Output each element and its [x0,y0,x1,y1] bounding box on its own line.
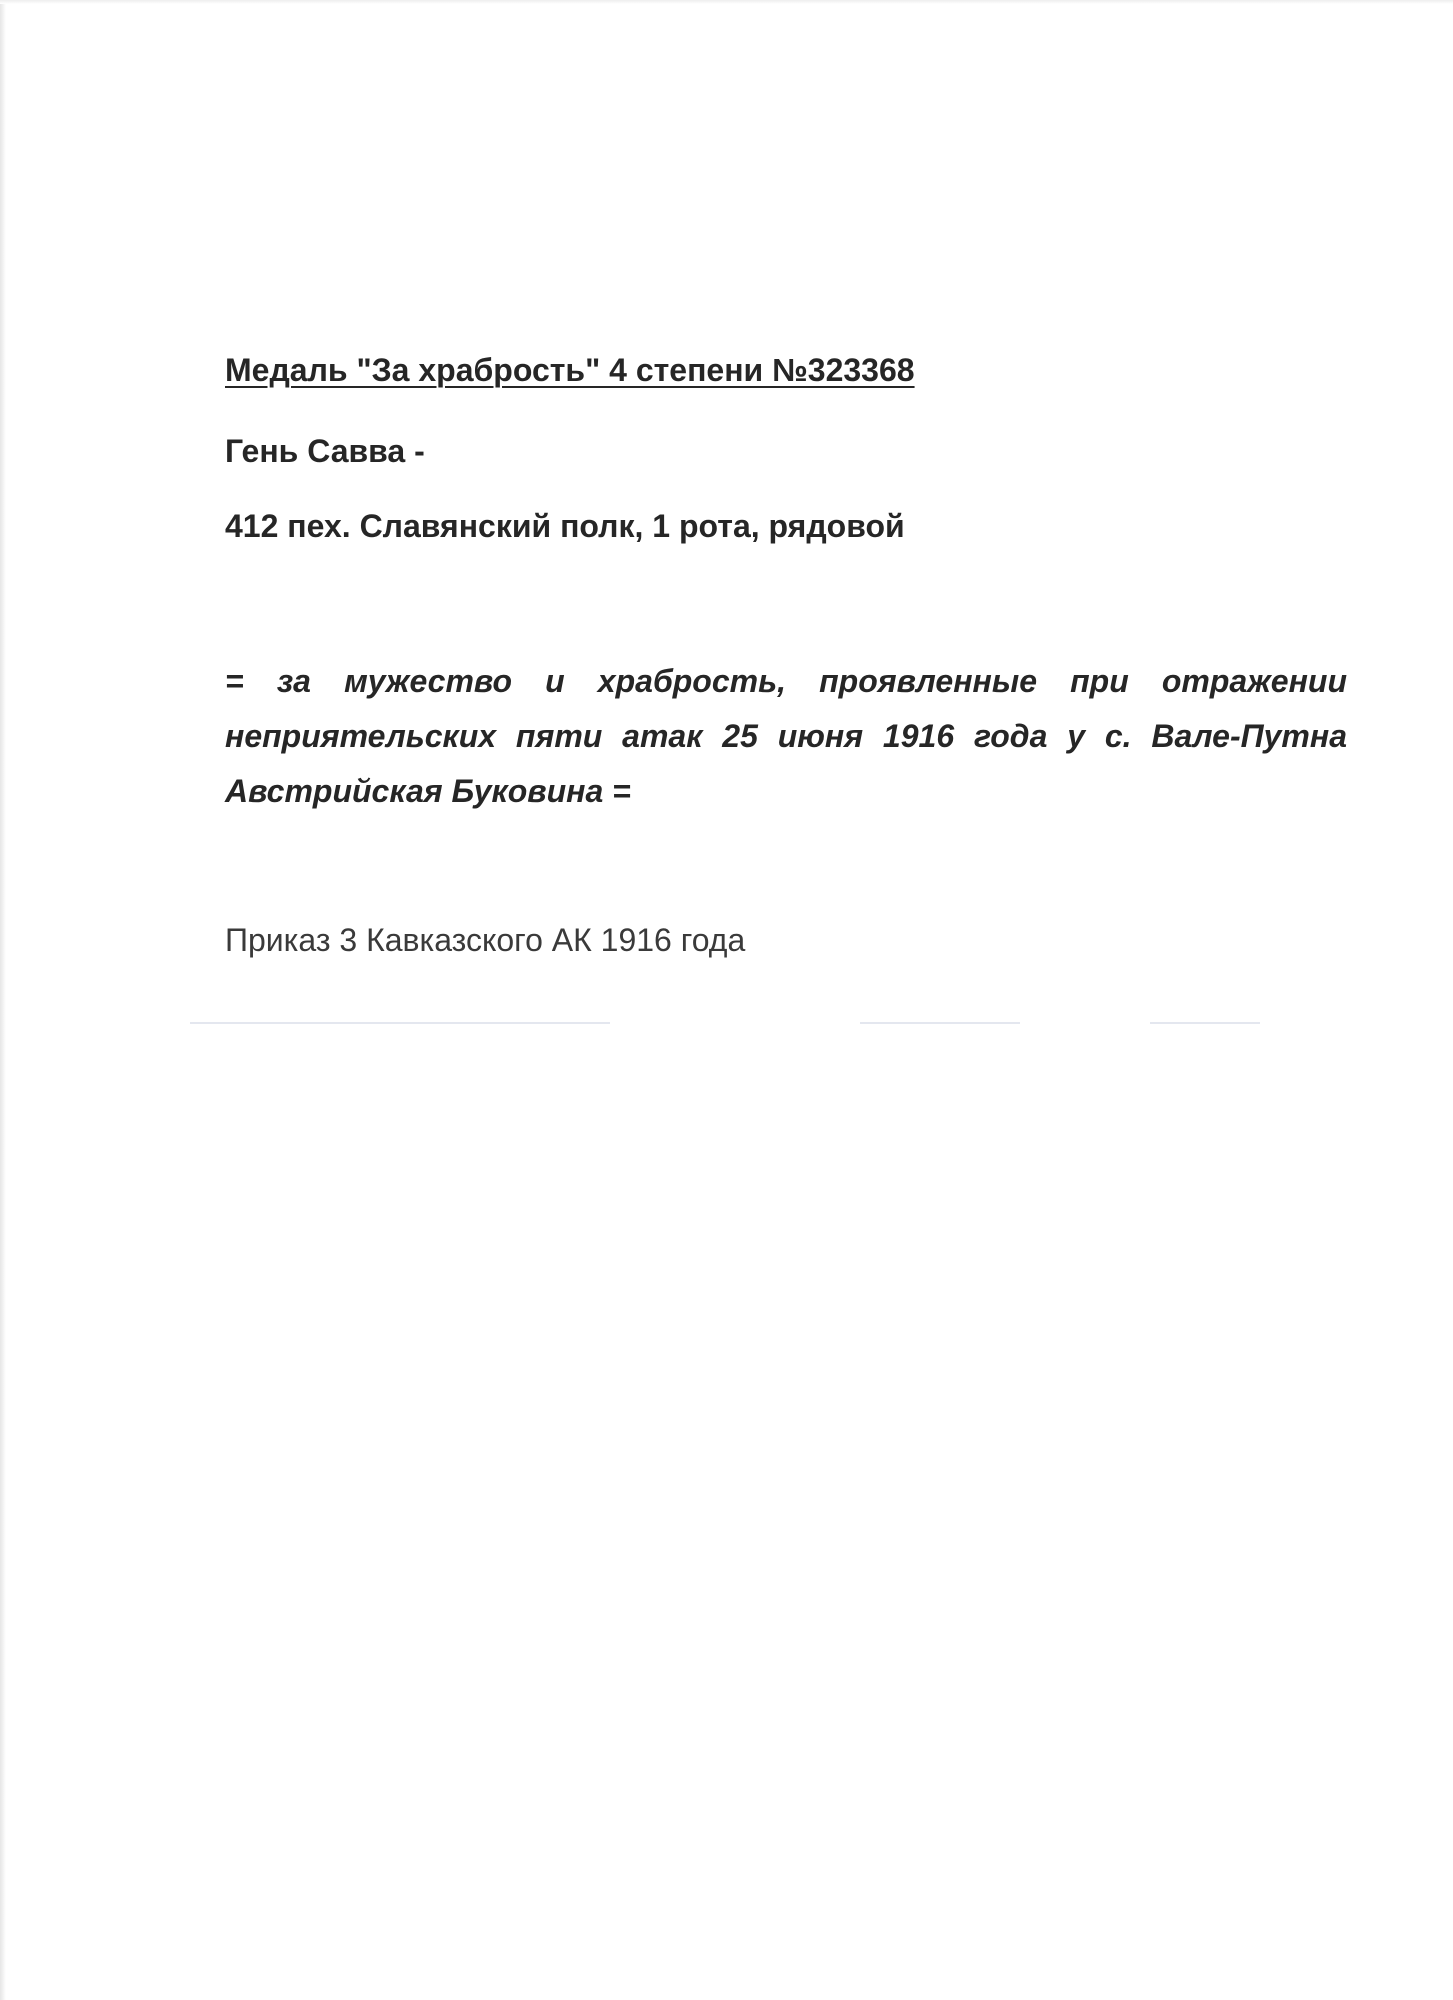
scan-edge-top [0,0,1453,4]
military-unit: 412 пех. Славянский полк, 1 рота, рядовой [225,508,905,544]
recipient-name: Гень Савва - [225,433,425,469]
scan-edge-left [0,0,6,2000]
award-citation: = за мужество и храбрость, проявленные при отражении неприятельских пяти атак 25 июня 1916 года у с. Вале-Путна Австрийская Буковина = [225,663,1347,809]
scan-streak [860,1022,1020,1024]
award-title: Медаль "За храбрость" 4 степени №323368 [225,352,915,388]
scan-streak [1150,1022,1260,1024]
scan-streak [190,1022,610,1024]
order-reference: Приказ 3 Кавказского АК 1916 года [225,922,746,958]
